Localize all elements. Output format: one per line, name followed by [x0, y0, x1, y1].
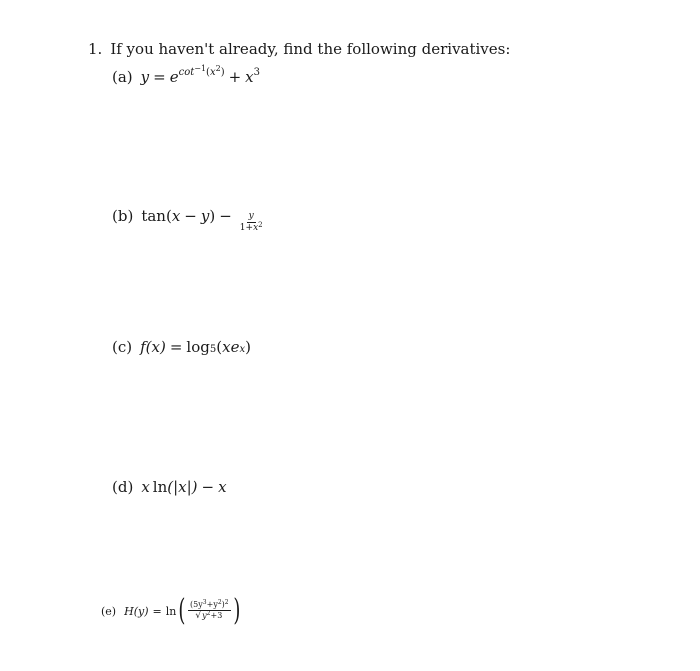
- item-c-fn-arg: (x): [145, 338, 166, 356]
- item-e-num-plus: +y: [206, 600, 218, 609]
- item-e-fn-name: H: [124, 604, 134, 618]
- item-b-fn: tan: [141, 207, 166, 225]
- item-a-exp-close: ): [220, 67, 225, 78]
- item-a-exponential: [169, 64, 225, 86]
- item-a-exponent: [178, 64, 225, 78]
- item-e-ln: ln: [165, 604, 177, 618]
- item-b-open: (: [165, 207, 172, 225]
- item-b-label: (b): [112, 207, 134, 225]
- item-a-lhs: y: [140, 68, 150, 86]
- item-d-var: x: [141, 478, 150, 496]
- item-d: [112, 478, 227, 496]
- item-e-num-close: ): [221, 600, 225, 609]
- problem-number: 1.: [88, 40, 103, 58]
- item-b-close: ): [209, 207, 216, 225]
- item-b: [112, 207, 267, 236]
- item-e: [101, 593, 242, 628]
- item-a-term2-var: x: [245, 68, 254, 86]
- item-a-label: (a): [112, 68, 133, 86]
- problem-instructions: If you haven't already, find the following derivatives:: [110, 40, 511, 58]
- item-c-open: (: [216, 338, 223, 356]
- item-e-num-outer-pow: 2: [224, 599, 229, 606]
- item-e-sqrt-body: [201, 610, 223, 620]
- item-e-right-paren: ): [232, 593, 240, 628]
- item-a: [112, 64, 261, 86]
- item-e-num-pow2: 2: [217, 599, 222, 606]
- problem-heading: [88, 40, 510, 58]
- item-a-exp-fn: cot: [178, 67, 195, 78]
- item-c-base: e: [230, 338, 240, 356]
- item-c: (c) f (x) = log 5 ( x e x ): [112, 338, 251, 356]
- item-a-term2: [245, 68, 260, 86]
- item-e-den-var: y: [202, 611, 207, 620]
- item-d-minus: −: [201, 478, 215, 496]
- item-a-plus: +: [228, 68, 242, 86]
- item-b-minus-inner: −: [184, 207, 197, 225]
- sqrt-icon: √: [195, 611, 202, 621]
- item-d-label: (d): [112, 478, 134, 496]
- item-a-term2-pow: 3: [253, 67, 261, 78]
- item-e-den-plus: +3: [210, 611, 223, 620]
- item-b-var2: y: [200, 207, 210, 225]
- item-a-exp-open: (: [206, 67, 210, 78]
- item-e-den-pow: 2: [206, 610, 211, 617]
- item-b-den-const: 1+: [239, 223, 254, 233]
- item-c-fn-name: f: [140, 338, 146, 356]
- item-e-num-pow1: 3: [202, 599, 207, 606]
- item-b-frac-num: y: [248, 211, 254, 221]
- item-e-left-paren: (: [178, 593, 186, 628]
- item-b-fraction: [238, 212, 265, 233]
- item-a-exp-var: x: [209, 67, 216, 78]
- item-b-frac-den: [238, 223, 265, 233]
- item-b-var1: x: [171, 207, 181, 225]
- item-c-label: (c): [112, 338, 133, 356]
- item-e-fraction: [188, 601, 231, 621]
- item-b-minus: −: [219, 207, 232, 225]
- item-d-ln: ln: [152, 478, 168, 496]
- item-e-equals: =: [152, 604, 162, 618]
- item-c-log: log: [186, 338, 210, 356]
- item-d-var2: x: [218, 478, 227, 496]
- item-e-frac-den: [193, 611, 225, 621]
- item-e-label: (e): [101, 604, 117, 618]
- item-e-num-open: (5y: [190, 600, 203, 609]
- item-c-close: ): [245, 338, 251, 356]
- item-e-fn-arg: (y): [133, 604, 149, 618]
- item-a-exp-pow: 2: [215, 64, 221, 73]
- item-a-equals: =: [153, 68, 166, 86]
- item-a-exp-inv: −1: [194, 64, 207, 73]
- item-c-var: x: [222, 338, 231, 356]
- item-a-base: e: [169, 68, 179, 86]
- item-d-arg: (|x|): [167, 478, 198, 496]
- item-b-den-var: x: [253, 223, 259, 233]
- item-c-equals: =: [169, 338, 183, 356]
- item-b-den-pow: 2: [258, 221, 263, 229]
